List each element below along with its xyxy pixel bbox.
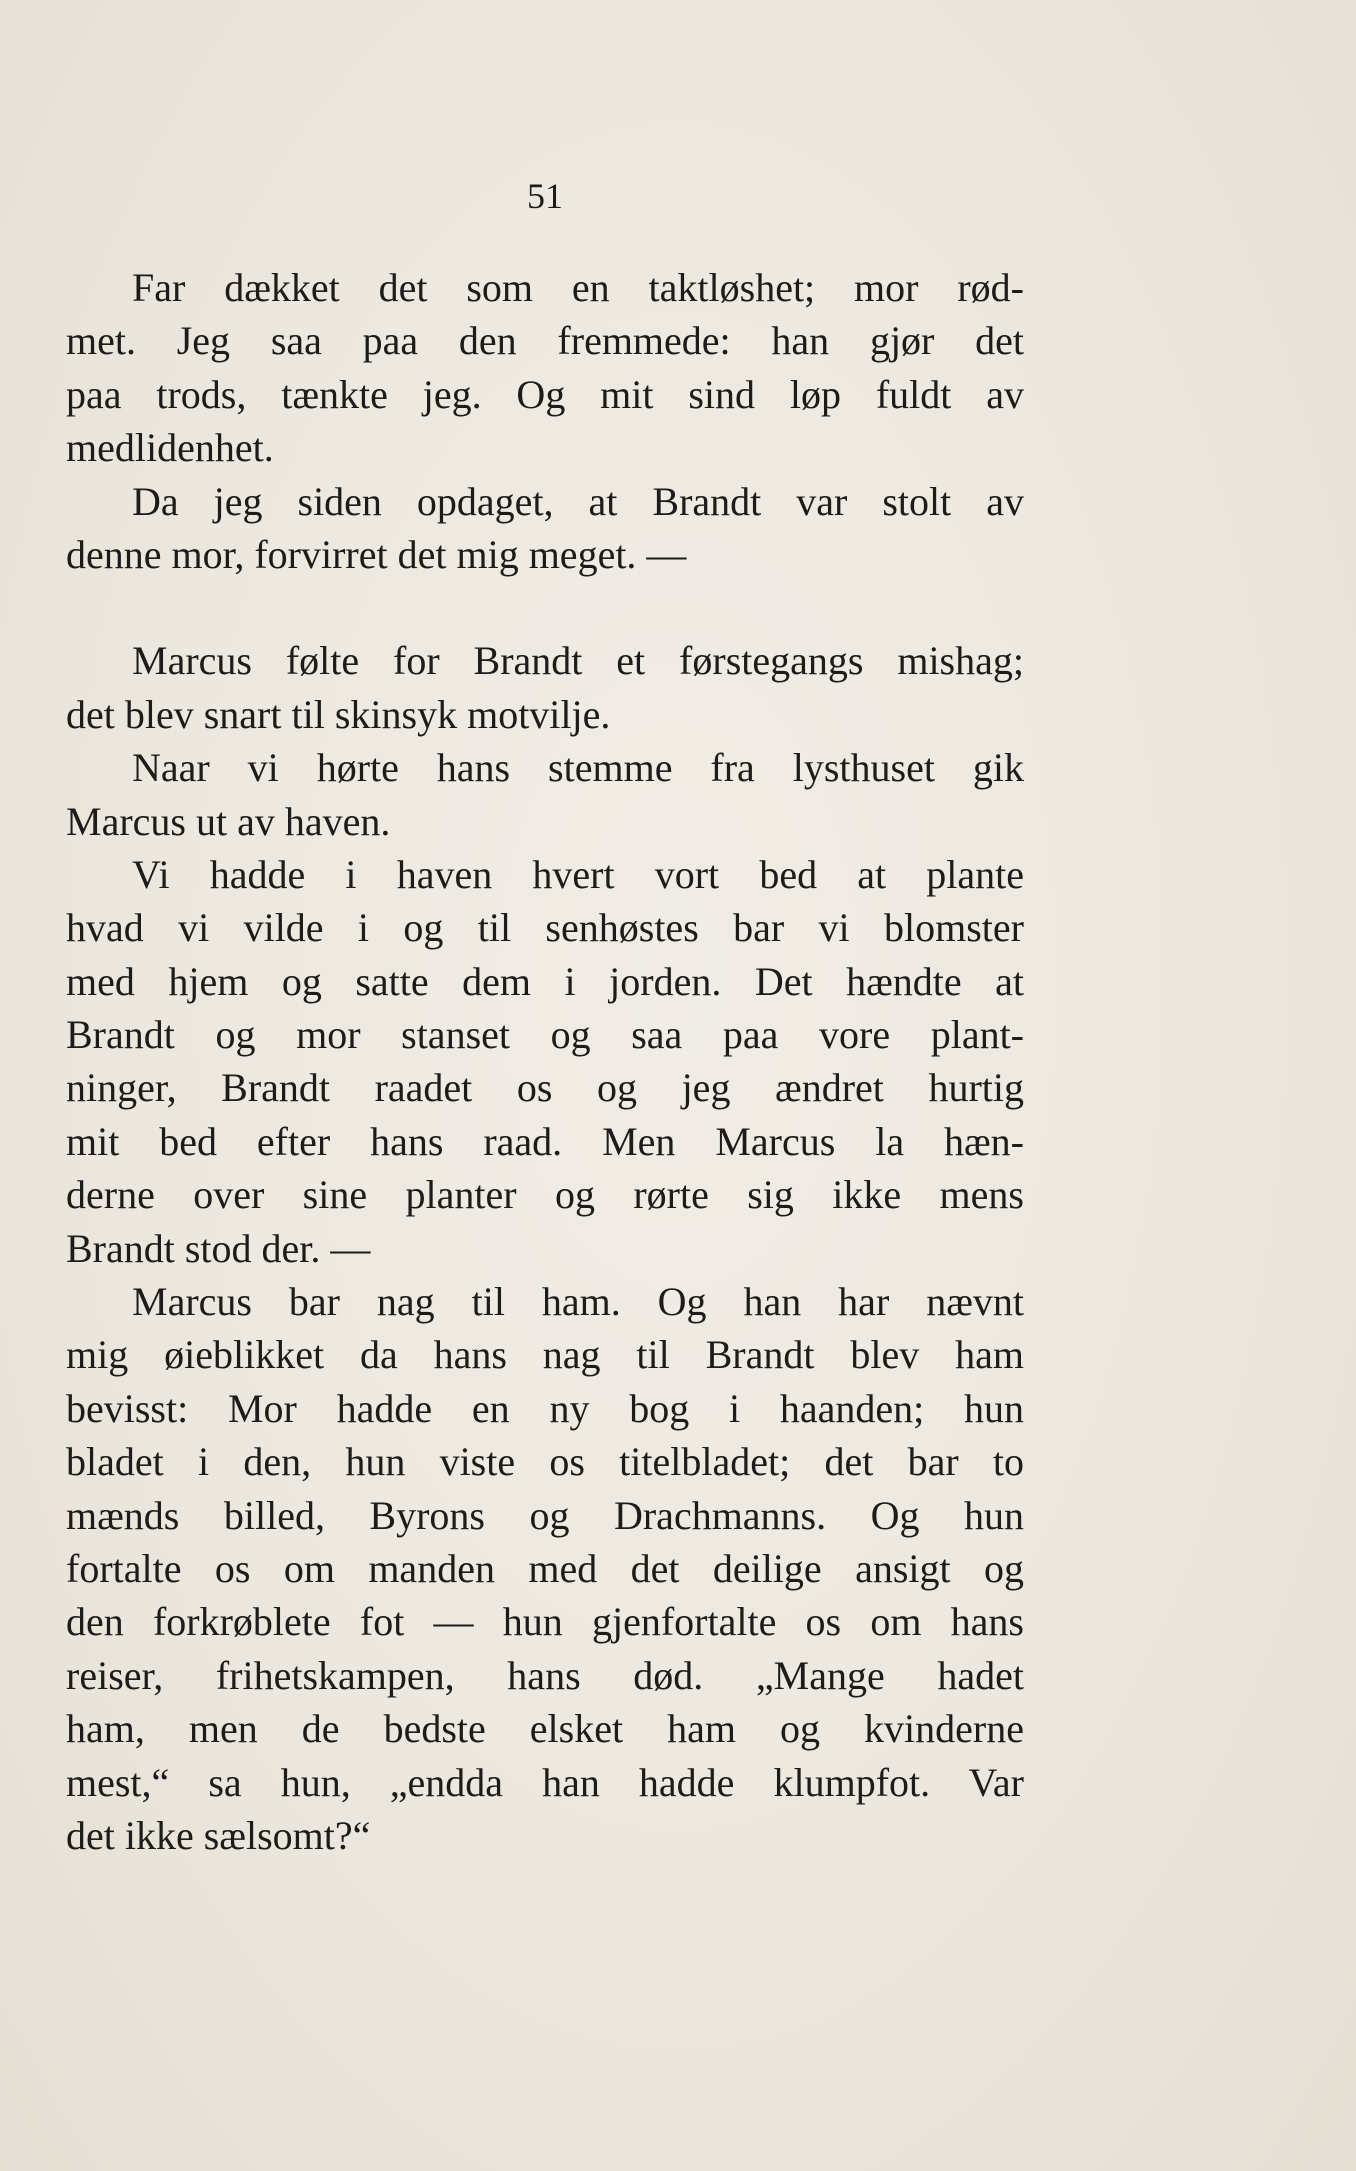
text-line: derne over sine planter og rørte sig ikke mens	[66, 1172, 1024, 1218]
paragraph	[66, 634, 1024, 741]
text-line: Far dækket det som en taktløshet; mor rød-	[132, 265, 1024, 310]
page-number: 51	[527, 176, 563, 216]
text-line: ninger, Brandt raadet os og jeg ændret hurtig	[66, 1065, 1024, 1111]
text-line: med hjem og satte dem i jorden. Det hændte at	[66, 958, 1024, 1004]
text-line: bevisst: Mor hadde en ny bog i haanden; hun	[66, 1385, 1024, 1431]
text-line: fortalte os om manden med det deilige ansigt og	[66, 1545, 1024, 1591]
text-line: Da jeg siden opdaget, at Brandt var stolt av	[132, 478, 1024, 524]
text-line: hvad vi vilde i og til senhøstes bar vi blomster	[66, 905, 1024, 951]
text-line: det ikke sælsomt?“	[66, 1812, 371, 1858]
text-line: medlidenhet.	[66, 425, 274, 471]
text-line: denne mor, forvirret det mig meget. —	[66, 531, 687, 577]
text-line: Marcus ut av haven.	[66, 798, 391, 844]
text-line: mest,“ sa hun, „endda han hadde klumpfot. Var	[66, 1759, 1024, 1805]
text-line: det blev snart til skinsyk motvilje.	[66, 691, 611, 737]
text-line: Naar vi hørte hans stemme fra lysthuset gik	[132, 745, 1024, 791]
body-text	[66, 261, 1024, 1862]
text-line: reiser, frihetskampen, hans død. „Mange hadet	[66, 1652, 1024, 1698]
text-line: ham, men de bedste elsket ham og kvinderne	[66, 1706, 1024, 1752]
text-line: met. Jeg saa paa den fremmede: han gjør det	[66, 318, 1024, 364]
text-line: mit bed efter hans raad. Men Marcus la hæn-	[66, 1118, 1024, 1164]
text-line: Brandt stod der. —	[66, 1225, 371, 1271]
paragraph	[66, 475, 1024, 582]
paragraph	[66, 848, 1024, 1275]
text-line: mig øieblikket da hans nag til Brandt blev ham	[66, 1332, 1024, 1378]
paragraph	[66, 1275, 1024, 1862]
text-line: paa trods, tænkte jeg. Og mit sind løp fuldt av	[66, 371, 1024, 417]
text-line: den forkrøblete fot — hun gjenfortalte os om hans	[66, 1599, 1024, 1645]
text-line: Vi hadde i haven hvert vort bed at plante	[132, 851, 1024, 897]
text-line: Brandt og mor stanset og saa paa vore plant-	[66, 1012, 1024, 1058]
paragraph	[66, 261, 1024, 475]
text-line: bladet i den, hun viste os titelbladet; det bar to	[66, 1439, 1024, 1485]
section-gap	[66, 581, 1024, 634]
paragraph	[66, 741, 1024, 848]
text-line: Marcus bar nag til ham. Og han har nævnt	[132, 1279, 1024, 1325]
text-line: mænds billed, Byrons og Drachmanns. Og hun	[66, 1492, 1024, 1538]
text-line: Marcus følte for Brandt et førstegangs mishag;	[132, 638, 1024, 684]
